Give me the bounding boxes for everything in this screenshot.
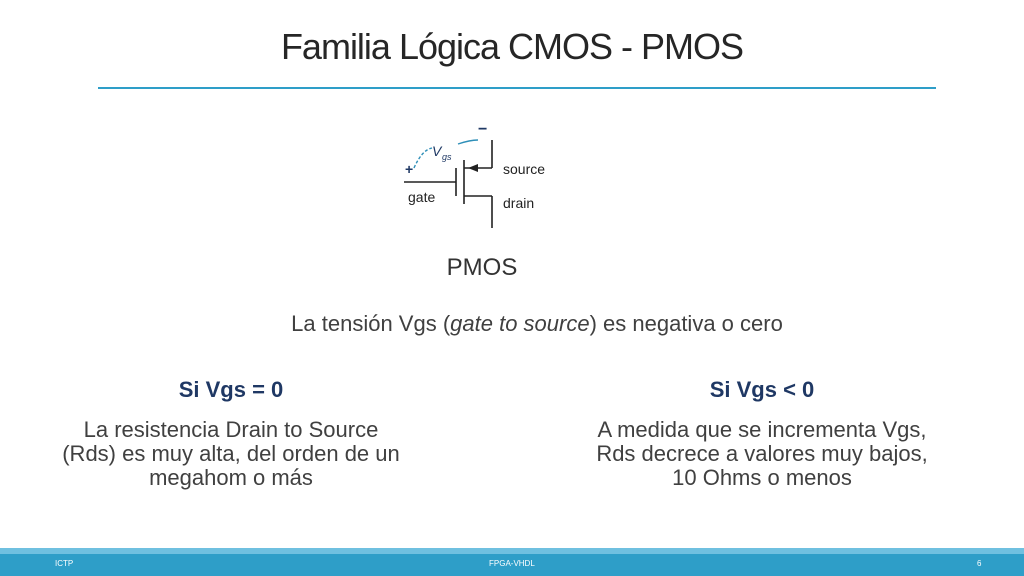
minus-sign: −: [478, 121, 488, 138]
pmos-caption: PMOS: [446, 254, 518, 281]
title-rule: [98, 87, 936, 89]
left-column: [56, 378, 406, 490]
statement-italic: gate to source: [450, 311, 590, 336]
footer-left-text: ICTP: [55, 559, 74, 568]
statement: [0, 311, 1024, 337]
page-number: 6: [977, 559, 982, 568]
vgs-label: V: [432, 143, 442, 159]
vgs-subscript: gs: [442, 152, 452, 162]
slide-title: Familia Lógica CMOS - PMOS: [280, 26, 744, 67]
pmos-caption-container: [0, 254, 1024, 282]
left-column-heading: Si Vgs = 0: [178, 377, 284, 402]
left-column-body: La resistencia Drain to Source (Rds) es muy alta, del orden de un megahom o más: [62, 417, 400, 490]
vgs-arc-right: [458, 140, 478, 144]
pmos-transistor-diagram: [398, 118, 568, 236]
statement-text: [291, 311, 783, 336]
vgs-arc-left: [414, 148, 432, 168]
right-column-body: A medida que se incrementa Vgs, Rds decrece a valores muy bajos, 10 Ohms o menos: [596, 417, 928, 490]
footer-bar: [0, 548, 1024, 576]
statement-suffix: ) es negativa o cero: [589, 311, 783, 336]
source-arrow-icon: [468, 164, 478, 172]
right-column-heading: Si Vgs < 0: [709, 377, 815, 402]
drain-label: drain: [503, 195, 535, 211]
right-column: [582, 378, 942, 490]
gate-label: gate: [408, 189, 436, 205]
plus-sign: +: [405, 161, 414, 177]
pmos-symbol-svg: [398, 118, 568, 236]
statement-prefix: La tensión Vgs (: [291, 311, 451, 336]
footer-center-text: FPGA-VHDL: [489, 559, 535, 568]
source-label: source: [503, 161, 546, 177]
